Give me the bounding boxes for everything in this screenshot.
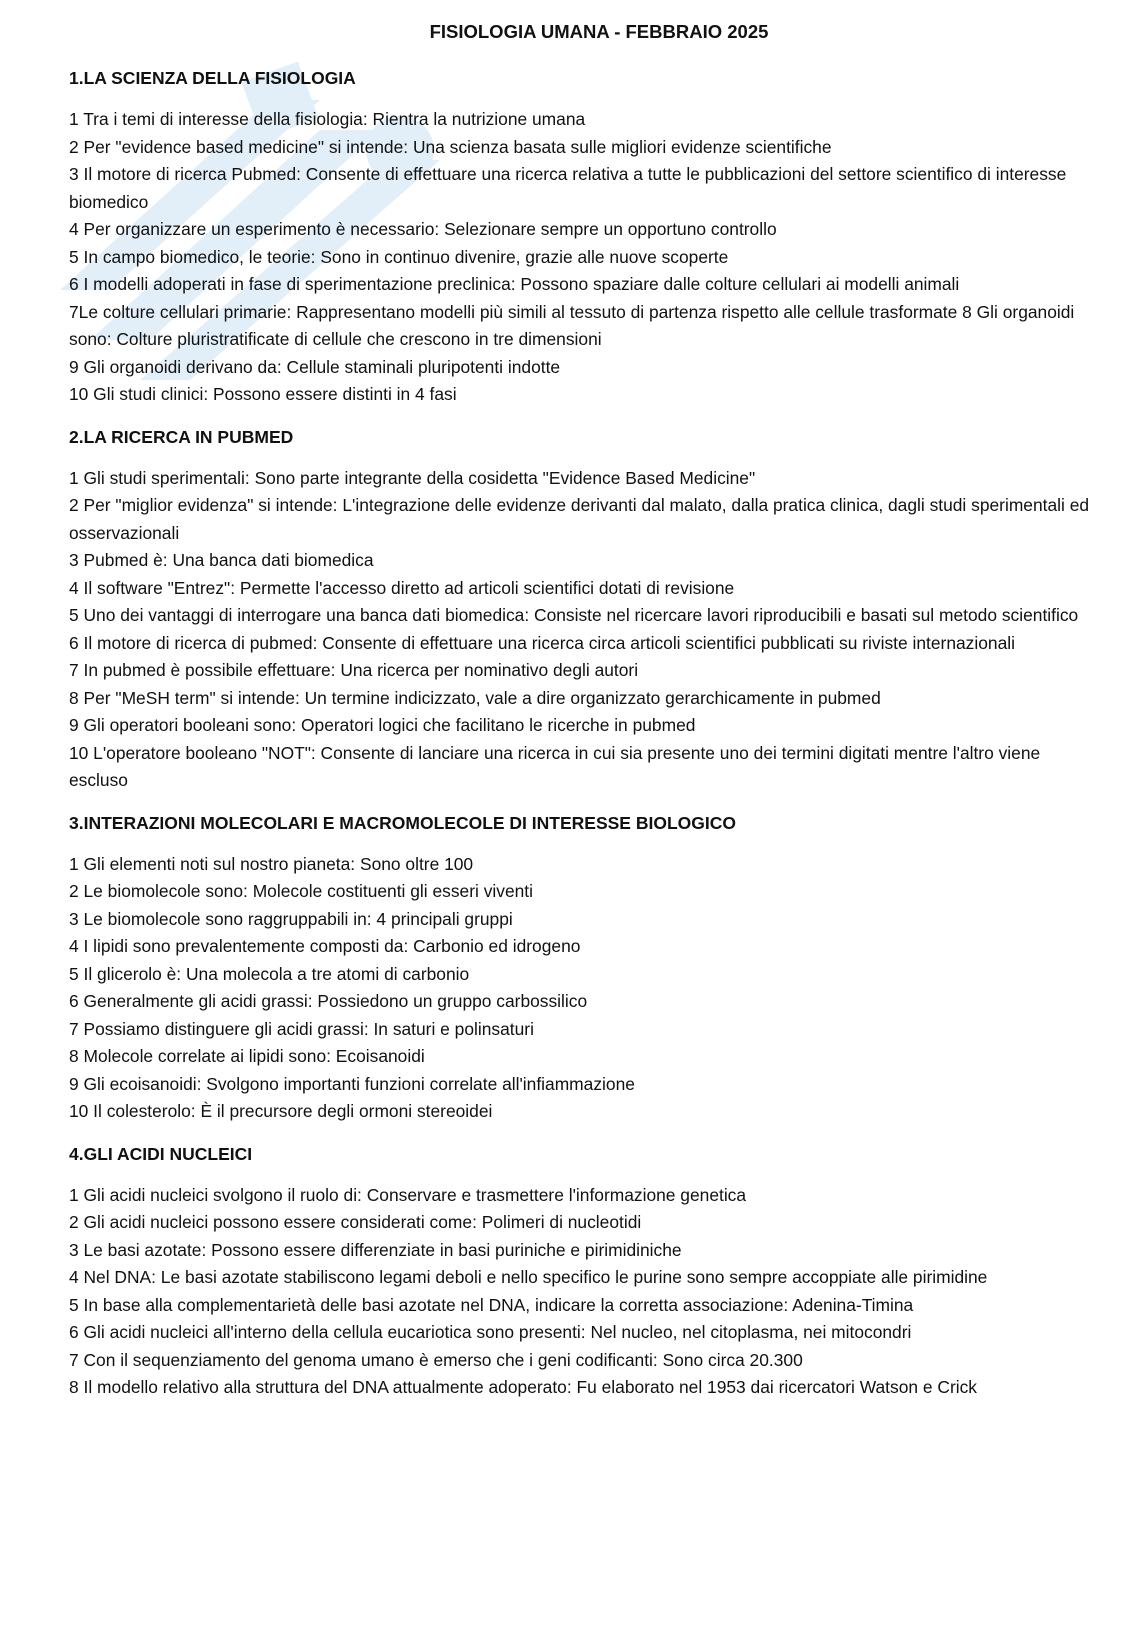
question-item: 6 Gli acidi nucleici all'interno della cellula eucariotica sono presenti: Nel nucleo, nel citoplasma, nei mitocondri (69, 1322, 912, 1342)
question-item: 5 In campo biomedico, le teorie: Sono in continuo divenire, grazie alle nuove scoperte (69, 246, 729, 267)
question-item: 1 Gli elementi noti sul nostro pianeta: Sono oltre 100 (69, 853, 474, 874)
question-item: 9 Gli ecoisanoidi: Svolgono importanti funzioni correlate all'infiammazione (69, 1073, 635, 1094)
question-list (69, 851, 1099, 1126)
section-title: 4.GLI ACIDI NUCLEICI (69, 1143, 253, 1164)
question-list (69, 465, 1099, 795)
section-title: 1.LA SCIENZA DELLA FISIOLOGIA (69, 68, 356, 88)
question-item: 9 Gli organoidi derivano da: Cellule staminali pluripotenti indotte (69, 356, 561, 377)
question-item: 1 Gli acidi nucleici svolgono il ruolo di: Conservare e trasmettere l'informazione genetica (69, 1184, 747, 1205)
question-item: 2 Per "evidence based medicine" si intende: Una scienza basata sulle migliori evidenze scientifiche (69, 136, 832, 157)
question-list (69, 106, 1099, 409)
section (69, 66, 1099, 409)
section (69, 811, 1099, 1126)
question-item: 2 Le biomolecole sono: Molecole costituenti gli esseri viventi (69, 881, 533, 901)
question-item: 3 Pubmed è: Una banca dati biomedica (69, 550, 374, 570)
question-item: 2 Gli acidi nucleici possono essere considerati come: Polimeri di nucleotidi (69, 1212, 642, 1232)
document-page (69, 20, 1099, 1418)
question-item: 7 Con il sequenziamento del genoma umano è emerso che i geni codificanti: Sono circa 20.300 (69, 1349, 803, 1370)
question-item: 7 Possiamo distinguere gli acidi grassi: In saturi e polinsaturi (69, 1018, 534, 1039)
question-item: 10 Gli studi clinici: Possono essere distinti in 4 fasi (69, 384, 457, 404)
question-item: 10 L'operatore booleano "NOT": Consente di lanciare una ricerca in cui sia presente uno dei termini digitati mentre l'altro viene escluso (69, 742, 1041, 790)
question-item: 6 I modelli adoperati in fase di sperimentazione preclinica: Possono spaziare dalle colture cellulari ai modelli animali (69, 274, 960, 294)
section (69, 1142, 1099, 1402)
question-item: 5 Uno dei vantaggi di interrogare una banca dati biomedica: Consiste nel ricercare lavori riproducibili e basati sul metodo scientifico (69, 605, 1079, 625)
question-item: 1 Tra i temi di interesse della fisiologia: Rientra la nutrizione umana (69, 109, 586, 129)
question-item: 7Le colture cellulari primarie: Rappresentano modelli più simili al tessuto di partenza rispetto alle cellule trasformate 8 Gli organoidi sono: Colture pluristratificate di cellule che crescono in tre dimensioni (69, 301, 1075, 349)
document-title: FISIOLOGIA UMANA - FEBBRAIO 2025 (429, 21, 769, 42)
question-item: 4 Per organizzare un esperimento è necessario: Selezionare sempre un opportuno controllo (69, 219, 777, 239)
question-list (69, 1182, 1099, 1402)
question-item: 3 Le basi azotate: Possono essere differenziate in basi puriniche e pirimidiniche (69, 1239, 682, 1260)
question-item: 8 Molecole correlate ai lipidi sono: Ecoisanoidi (69, 1046, 425, 1066)
question-item: 5 In base alla complementarietà delle basi azotate nel DNA, indicare la corretta associazione: Adenina-Timina (69, 1294, 914, 1315)
question-item: 8 Il modello relativo alla struttura del DNA attualmente adoperato: Fu elaborato nel 1953 dai ricercatori Watson e Crick (69, 1377, 977, 1397)
question-item: 8 Per "MeSH term" si intende: Un termine indicizzato, vale a dire organizzato gerarchicamente in pubmed (69, 687, 881, 708)
section (69, 425, 1099, 795)
question-item: 4 Nel DNA: Le basi azotate stabiliscono legami deboli e nello specifico le purine sono sempre accoppiate alle pirimidine (69, 1267, 988, 1287)
question-item: 6 Generalmente gli acidi grassi: Possiedono un gruppo carbossilico (69, 991, 588, 1011)
question-item: 9 Gli operatori booleani sono: Operatori logici che facilitano le ricerche in pubmed (69, 715, 696, 735)
question-item: 7 In pubmed è possibile effettuare: Una ricerca per nominativo degli autori (69, 660, 639, 680)
sections-container (69, 66, 1099, 1402)
section-title: 2.LA RICERCA IN PUBMED (69, 426, 294, 447)
question-item: 10 Il colesterolo: È il precursore degli ormoni stereoidei (69, 1101, 493, 1121)
question-item: 6 Il motore di ricerca di pubmed: Consente di effettuare una ricerca circa articoli scientifici pubblicati su riviste internazionali (69, 632, 1015, 653)
section-title: 3.INTERAZIONI MOLECOLARI E MACROMOLECOLE DI INTERESSE BIOLOGICO (69, 812, 736, 833)
question-item: 4 I lipidi sono prevalentemente composti da: Carbonio ed idrogeno (69, 936, 581, 956)
question-item: 1 Gli studi sperimentali: Sono parte integrante della cosidetta "Evidence Based Medicine" (69, 467, 756, 488)
question-item: 3 Il motore di ricerca Pubmed: Consente di effettuare una ricerca relativa a tutte le pubblicazioni del settore scientifico di interesse biomedico (69, 164, 1067, 212)
question-item: 2 Per "miglior evidenza" si intende: L'integrazione delle evidenze derivanti dal malato, dalla pratica clinica, dagli studi sperimentali ed osservazionali (69, 495, 1090, 543)
question-item: 3 Le biomolecole sono raggruppabili in: 4 principali gruppi (69, 908, 513, 929)
question-item: 4 Il software "Entrez": Permette l'accesso diretto ad articoli scientifici dotati di revisione (69, 577, 735, 598)
question-item: 5 Il glicerolo è: Una molecola a tre atomi di carbonio (69, 963, 470, 984)
